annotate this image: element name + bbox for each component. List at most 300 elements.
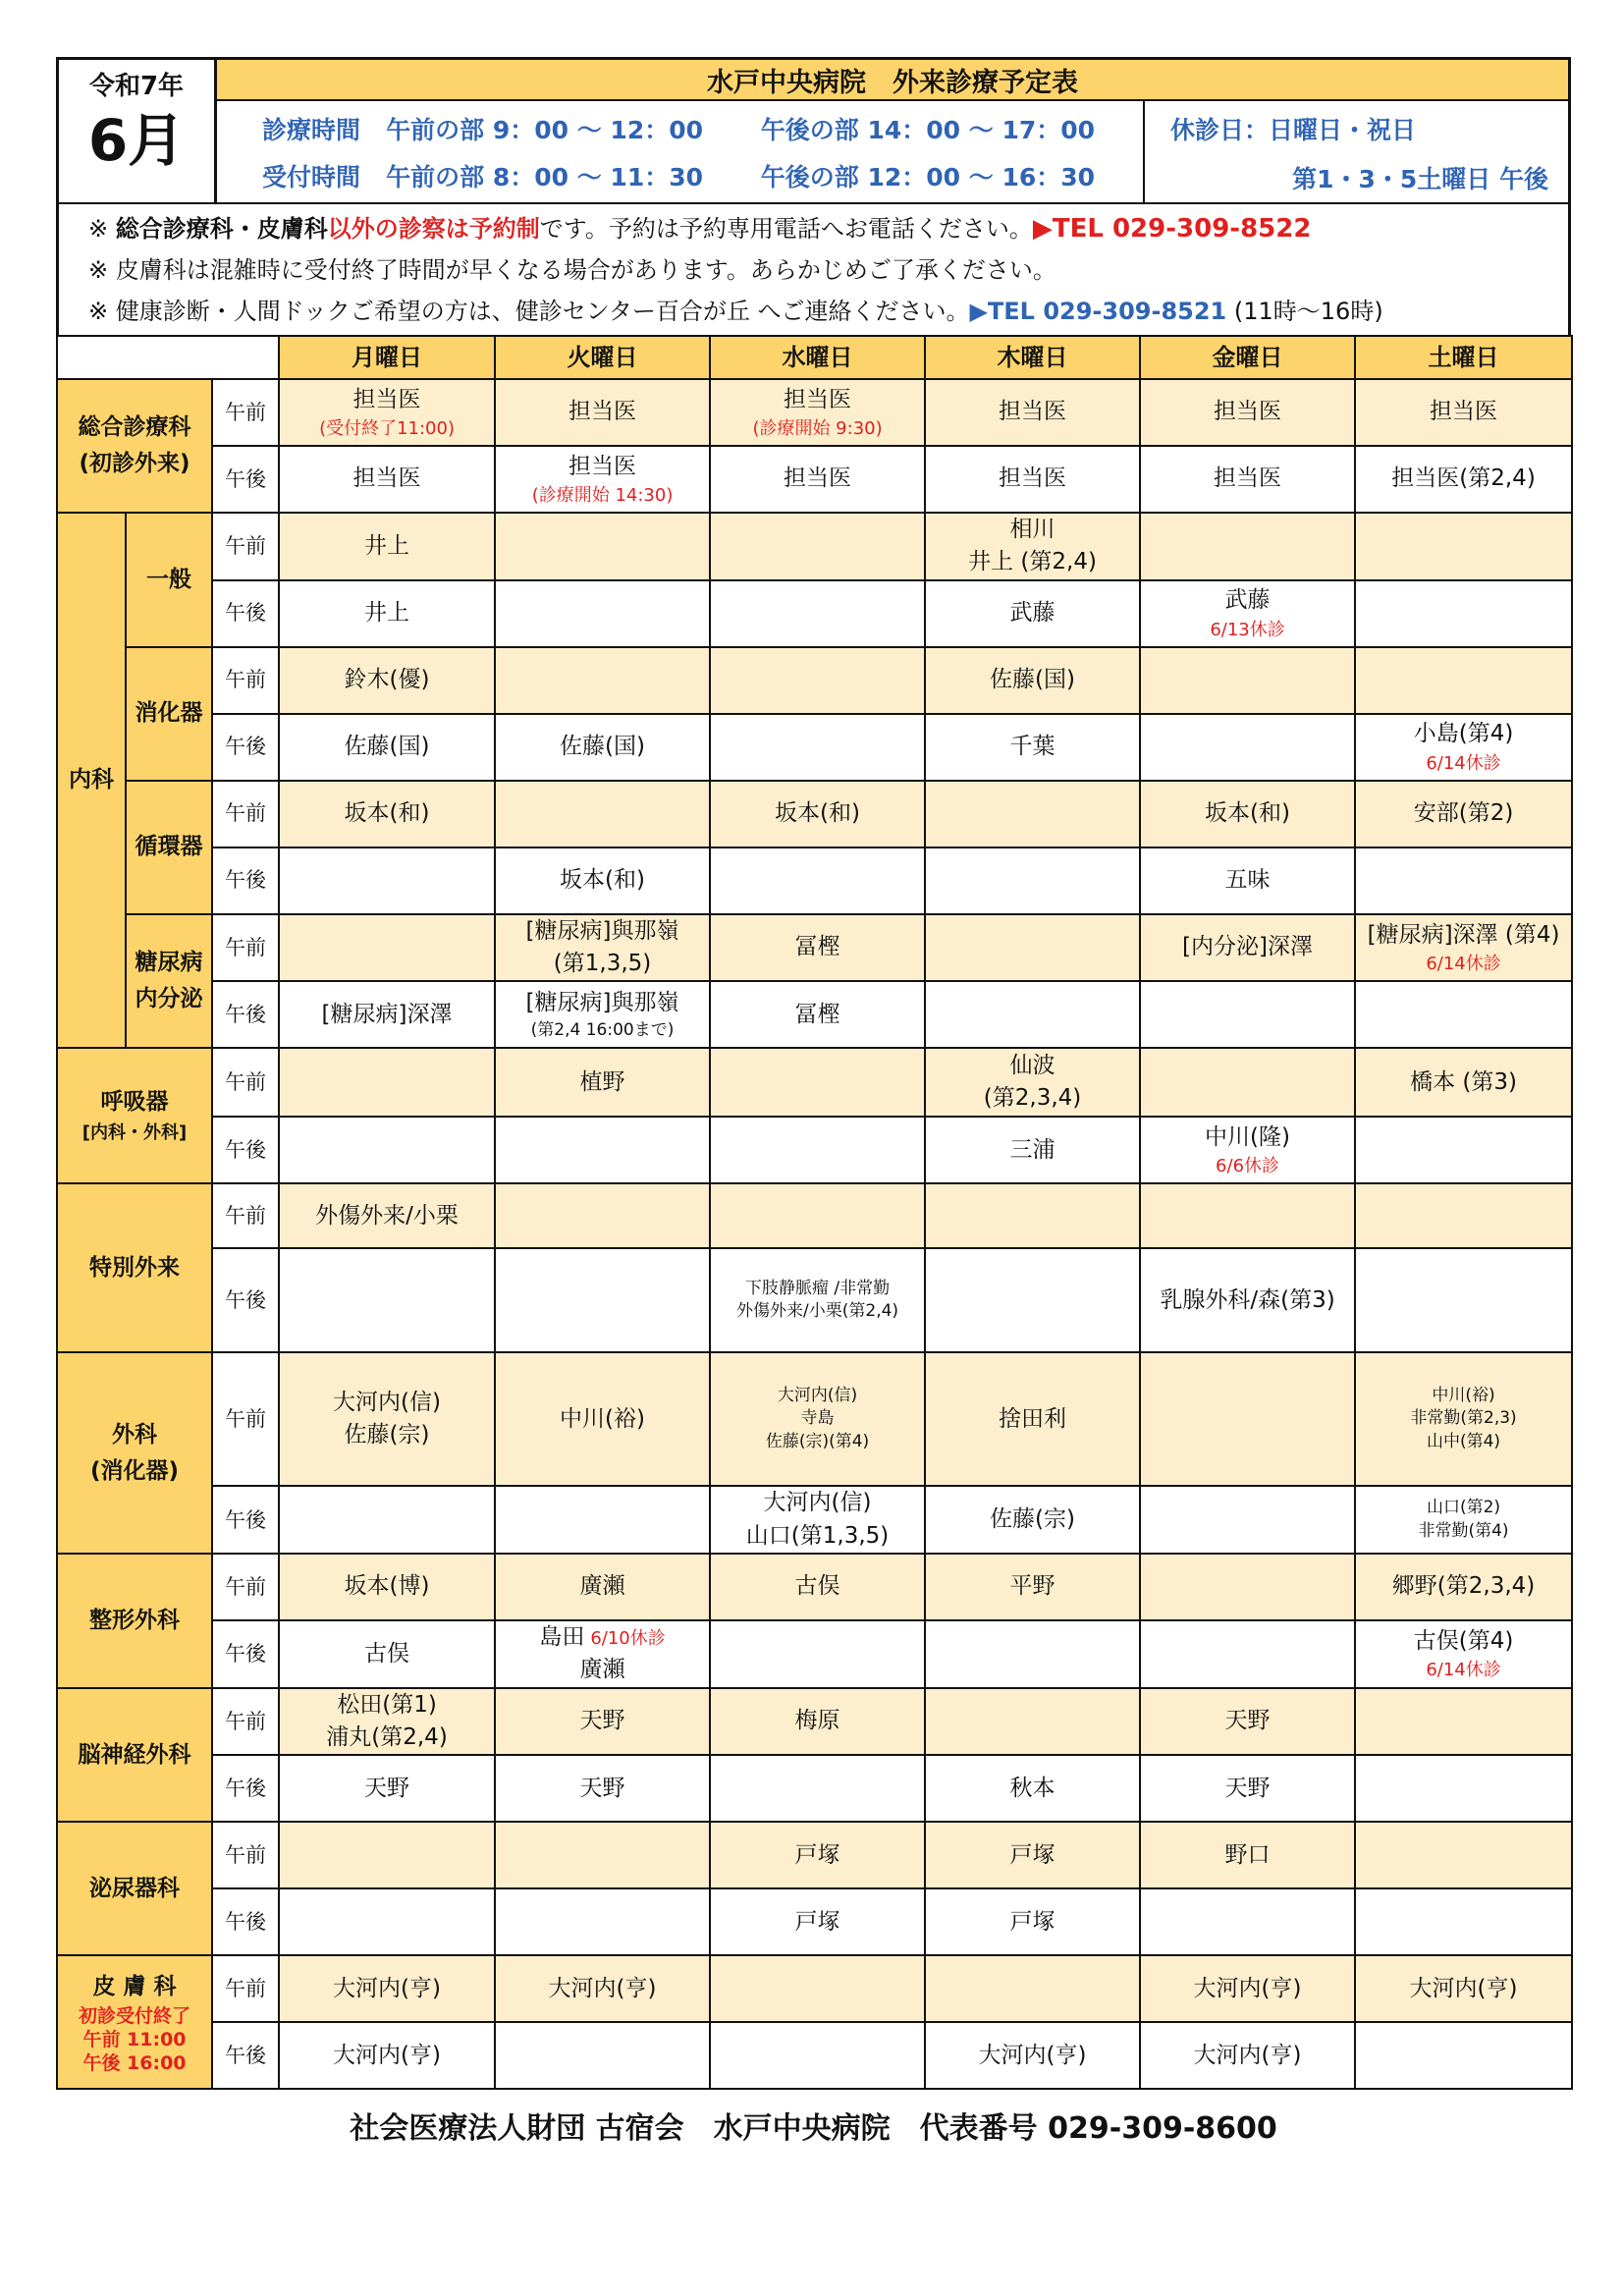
schedule-cell (1355, 914, 1572, 982)
schedule-cell (279, 1620, 495, 1688)
doctor-name: (第1,3,5) (553, 951, 652, 977)
session-am: 午前 (212, 1048, 279, 1117)
doctor-name: 天野 (1224, 1775, 1271, 1801)
doctor-name: 担当医 (1214, 465, 1282, 492)
row-respiratory-am (57, 1048, 1572, 1117)
doctor-line-small: (第2,4 16:00まで) (530, 1020, 675, 1041)
row-int-gastro-pm (57, 714, 1572, 781)
schedule-cell (1140, 1888, 1355, 1955)
doctor-line (280, 731, 494, 763)
schedule-cell (710, 847, 925, 914)
doctor-line (280, 463, 494, 495)
doctor-name: 大河内(亨) (1193, 1975, 1302, 2001)
doctor-line (711, 999, 924, 1031)
doctor-line (280, 1722, 494, 1754)
reservation-tel[interactable]: ▶TEL 029-309-8522 (1032, 214, 1312, 244)
dept-label-line: [内科・外科] (81, 1122, 188, 1144)
row-int-gastro-am (57, 647, 1572, 714)
closure-note: 6/14休診 (1426, 954, 1501, 975)
doctor-line (280, 999, 494, 1031)
session-pm: 午後 (212, 2022, 279, 2089)
schedule-cell (495, 714, 710, 781)
doctor-name: 鈴木(優) (344, 667, 430, 693)
closure-note: (受付終了11:00) (319, 418, 455, 440)
doctor-name: [糖尿病]與那嶺 (525, 917, 679, 944)
doctor-line (926, 731, 1139, 763)
doctor-line (1141, 1705, 1354, 1737)
closure-note: (診療開始 9:30) (752, 418, 883, 440)
schedule-cell (925, 647, 1140, 714)
schedule-cell (279, 1117, 495, 1183)
doctor-line (711, 797, 924, 830)
doctor-line (280, 597, 494, 629)
doctor-line-small: 外傷外来/小栗(第2,4) (736, 1301, 899, 1322)
doctor-line (711, 384, 924, 416)
schedule-cell (1140, 847, 1355, 914)
schedule-cell (1140, 2022, 1355, 2089)
dept-surgery (57, 1352, 212, 1554)
row-neuro-am (57, 1688, 1572, 1756)
schedule-cell (495, 1822, 710, 1888)
row-int-general-pm (57, 580, 1572, 647)
doctor-name: 担当医 (1214, 399, 1282, 425)
doctor-line (280, 1200, 494, 1232)
doctor-name: 井上 (364, 532, 410, 559)
doctor-name: 大河内(亨) (548, 1975, 657, 2001)
doctor-name: 井上 (第2,4) (968, 549, 1097, 575)
doctor-name: 戸塚 (1009, 1841, 1056, 1868)
day-header-row (57, 336, 1572, 379)
doctor-name: 武藤 (1009, 600, 1056, 627)
doctor-name: 坂本(和) (1205, 800, 1290, 827)
schedule-cell (710, 1888, 925, 1955)
doctor-line (280, 384, 494, 416)
schedule-cell (279, 1248, 495, 1352)
session-pm: 午後 (212, 847, 279, 914)
schedule-cell (1140, 513, 1355, 580)
session-am: 午前 (212, 1955, 279, 2022)
day-tue: 火曜日 (495, 336, 710, 379)
doctor-name: 天野 (579, 1775, 625, 1801)
schedule-cell (495, 580, 710, 647)
doctor-line (496, 731, 709, 763)
dept-label-line: (消化器) (89, 1457, 180, 1484)
dept-neuro (57, 1688, 212, 1823)
doctor-line (926, 1906, 1139, 1939)
dept-int-cardio: 循環器 (126, 781, 212, 914)
doctor-name: 冨樫 (794, 1001, 840, 1027)
doctor-name: [糖尿病]深澤 (321, 1001, 453, 1027)
doctor-line (1356, 463, 1571, 495)
doctor-line (1141, 864, 1354, 897)
doctor-line (496, 1403, 709, 1436)
note-red: 以外の診察は予約制 (327, 215, 540, 243)
schedule-cell (1355, 1554, 1572, 1620)
schedule-cell (925, 513, 1140, 580)
doctor-line-small: 中川(裕) (1432, 1385, 1495, 1405)
doctor-name: 戸塚 (1009, 1908, 1056, 1935)
doctor-line (1141, 1973, 1354, 2005)
schedule-cell (1140, 1755, 1355, 1822)
schedule-cell (495, 1755, 710, 1822)
doctor-line (926, 1050, 1139, 1082)
schedule-cell (710, 580, 925, 647)
notes (56, 202, 1571, 335)
schedule-cell (495, 981, 710, 1048)
doctor-name: [糖尿病]深澤 (第4) (1367, 921, 1560, 948)
doctor-line (280, 797, 494, 830)
doctor-line (1141, 797, 1354, 830)
row-int-cardio-am (57, 781, 1572, 847)
doctor-line (1141, 1285, 1354, 1317)
checkup-tel[interactable]: ▶TEL 029-309-8521 (969, 298, 1227, 325)
doctor-name: 古俣(第4) (1413, 1628, 1514, 1655)
session-pm: 午後 (212, 1486, 279, 1554)
session-am: 午前 (212, 647, 279, 714)
doctor-line (926, 1839, 1139, 1872)
schedule-cell (925, 2022, 1140, 2089)
schedule-cell (1355, 647, 1572, 714)
schedule-cell (1140, 1117, 1355, 1183)
header-body (217, 101, 1568, 202)
session-am: 午前 (212, 914, 279, 982)
session-pm: 午後 (212, 1248, 279, 1352)
dept-general (57, 379, 212, 513)
schedule-cell (710, 1048, 925, 1117)
schedule-cell (1355, 1755, 1572, 1822)
schedule-cell (1355, 446, 1572, 513)
schedule-cell (710, 1486, 925, 1554)
note-prefix: ※ (88, 215, 116, 243)
dept-label-line: 外科 (112, 1421, 157, 1448)
schedule-cell (925, 1888, 1140, 1955)
doctor-line (1356, 396, 1571, 428)
reception-hours-pm: 午後の部 12：00 ～ 16：30 (760, 163, 1096, 191)
schedule-cell (710, 2022, 925, 2089)
doctor-line (926, 1403, 1139, 1436)
doctor-name: 大河内(亨) (333, 1975, 441, 2001)
schedule-cell (710, 1183, 925, 1248)
doctor-name: 乳腺外科/森(第3) (1160, 1286, 1335, 1313)
closure-note: 6/14休診 (1426, 1660, 1501, 1681)
doctor-line (280, 530, 494, 563)
schedule-cell (279, 1755, 495, 1822)
schedule-cell (495, 379, 710, 446)
reception-hours-label: 受付時間 (262, 163, 361, 191)
doctor-name: 三浦 (1009, 1136, 1056, 1163)
schedule-cell (495, 1117, 710, 1183)
schedule-cell (1355, 1352, 1572, 1486)
schedule-cell (279, 647, 495, 714)
doctor-name: 担当医(第2,4) (1391, 465, 1536, 492)
session-am: 午前 (212, 1183, 279, 1248)
schedule-cell (1355, 1888, 1572, 1955)
schedule-cell (1140, 379, 1355, 446)
header-right (217, 60, 1568, 202)
doctor-name: 外傷外来/小栗 (315, 1202, 459, 1229)
schedule-cell (279, 1352, 495, 1486)
doctor-name: 島田 (539, 1624, 585, 1651)
dept-label-line: 泌尿器科 (89, 1876, 180, 1902)
schedule-cell (925, 1822, 1140, 1888)
schedule-sheet (56, 57, 1571, 2147)
schedule-cell (710, 1688, 925, 1756)
schedule-cell (495, 1352, 710, 1486)
schedule-cell (1355, 714, 1572, 781)
doctor-line (926, 664, 1139, 696)
era-box (59, 60, 217, 202)
derma-reception-note: 午後 16:00 (82, 2051, 187, 2074)
dept-int-gastro: 消化器 (126, 647, 212, 781)
schedule-cell (1140, 1688, 1355, 1756)
schedule-cell (495, 847, 710, 914)
doctor-line (1141, 463, 1354, 495)
schedule-cell (279, 1048, 495, 1117)
doctor-line (1141, 396, 1354, 428)
row-ortho-am (57, 1554, 1572, 1620)
doctor-name: 担当医 (568, 399, 637, 425)
dept-derma (57, 1955, 212, 2089)
day-sat: 土曜日 (1355, 336, 1572, 379)
doctor-line (1141, 1839, 1354, 1872)
doctor-line (496, 987, 709, 1019)
doctor-name: 野口 (1224, 1841, 1271, 1868)
schedule-cell (495, 2022, 710, 2089)
doctor-line (711, 1570, 924, 1603)
schedule-cell (1355, 580, 1572, 647)
doctor-name: [糖尿病]與那嶺 (525, 989, 679, 1015)
doctor-line (1141, 584, 1354, 617)
schedule-cell (1140, 1248, 1355, 1352)
session-pm: 午後 (212, 1620, 279, 1688)
doctor-line (496, 1570, 709, 1603)
schedule-cell (279, 1486, 495, 1554)
doctor-line (280, 1419, 494, 1451)
doctor-line (496, 915, 709, 948)
schedule-cell (1140, 714, 1355, 781)
schedule-cell (1355, 1183, 1572, 1248)
schedule-cell (710, 1955, 925, 2022)
doctor-name: 廣瀬 (579, 1573, 625, 1600)
doctor-name: 松田(第1) (337, 1691, 437, 1718)
doctor-line-small: 山中(第4) (1426, 1432, 1501, 1452)
doctor-name: 千葉 (1009, 734, 1056, 760)
header-blank (57, 336, 279, 379)
doctor-name: 仙波 (1009, 1053, 1056, 1079)
closure-note: 6/10休診 (590, 1628, 666, 1650)
doctor-line (926, 463, 1139, 495)
schedule-cell (925, 1554, 1140, 1620)
doctor-line (926, 1503, 1139, 1536)
doctor-name: 平野 (1009, 1573, 1056, 1600)
schedule-cell (279, 1955, 495, 2022)
schedule-cell (1355, 1955, 1572, 2022)
doctor-name: 安部(第2) (1413, 800, 1514, 827)
schedule-cell (925, 1688, 1140, 1756)
hours-box (217, 101, 1145, 202)
doctor-name: 郷野(第2,3,4) (1391, 1573, 1536, 1600)
row-special-pm (57, 1248, 1572, 1352)
schedule-cell (1140, 1955, 1355, 2022)
doctor-line-small: 寺島 (800, 1408, 835, 1429)
doctor-name: 古俣 (364, 1640, 410, 1667)
schedule-cell (925, 781, 1140, 847)
day-fri: 金曜日 (1140, 336, 1355, 379)
schedule-cell (1355, 1688, 1572, 1756)
schedule-cell (925, 847, 1140, 914)
schedule-cell (710, 446, 925, 513)
doctor-name: 坂本(博) (344, 1573, 430, 1600)
footer: 社会医療法人財団 古宿会 水戸中央病院 代表番号 029-309-8600 (350, 2111, 1277, 2147)
dept-label-line: 皮 膚 科 (92, 1974, 177, 2000)
schedule-cell (925, 1183, 1140, 1248)
consult-hours-pm: 午後の部 14：00 ～ 17：00 (760, 116, 1096, 144)
schedule-cell (1355, 1117, 1572, 1183)
dept-int-general: 一般 (126, 513, 212, 647)
schedule-cell (710, 1822, 925, 1888)
doctor-line (711, 1906, 924, 1939)
closure-note: 6/6休診 (1216, 1156, 1280, 1177)
session-am: 午前 (212, 1688, 279, 1756)
closed-line-2: 第1・3・5土曜日 午後 (1292, 165, 1548, 193)
doctor-line (496, 1773, 709, 1805)
doctor-line (926, 2040, 1139, 2072)
derma-reception-note: 午前 11:00 (82, 2028, 187, 2050)
doctor-name: 佐藤(国) (344, 734, 430, 760)
doctor-name: 坂本(和) (560, 867, 645, 894)
doctor-name: 中川(裕) (560, 1405, 645, 1432)
doctor-line (711, 931, 924, 963)
dept-label-line: 特別外来 (89, 1254, 180, 1281)
schedule-cell (495, 513, 710, 580)
doctor-name: 植野 (579, 1068, 625, 1095)
schedule-cell (1140, 1183, 1355, 1248)
schedule-cell (925, 379, 1140, 446)
session-am: 午前 (212, 379, 279, 446)
schedule-cell (495, 1888, 710, 1955)
doctor-line (1356, 1570, 1571, 1603)
schedule-cell (1355, 2022, 1572, 2089)
schedule-cell (710, 1352, 925, 1486)
doctor-line (280, 1387, 494, 1419)
session-pm: 午後 (212, 714, 279, 781)
doctor-name: 担当医 (784, 386, 852, 412)
doctor-name: 廣瀬 (579, 1657, 625, 1683)
schedule-cell (710, 1620, 925, 1688)
closed-days (1145, 101, 1568, 202)
session-pm: 午後 (212, 1117, 279, 1183)
doctor-line (280, 1689, 494, 1722)
doctor-line (496, 451, 709, 483)
dept-special (57, 1183, 212, 1352)
schedule-cell (710, 647, 925, 714)
schedule-cell (925, 981, 1140, 1048)
schedule-cell (710, 714, 925, 781)
schedule-cell (1140, 1048, 1355, 1117)
schedule-cell (279, 379, 495, 446)
doctor-line (711, 1487, 924, 1519)
schedule-cell (279, 847, 495, 914)
schedule-cell (279, 914, 495, 982)
doctor-name: 大河内(亨) (1193, 2042, 1302, 2068)
schedule-cell (925, 446, 1140, 513)
schedule-cell (495, 914, 710, 982)
schedule-cell (925, 914, 1140, 982)
schedule-cell (1355, 513, 1572, 580)
dept-respiratory (57, 1048, 212, 1183)
schedule-cell (1140, 1822, 1355, 1888)
schedule-cell (279, 580, 495, 647)
schedule-cell (1355, 379, 1572, 446)
row-int-diabetes-pm (57, 981, 1572, 1048)
schedule-cell (1355, 847, 1572, 914)
schedule-cell (925, 1048, 1140, 1117)
schedule-cell (1140, 914, 1355, 982)
dept-urology (57, 1822, 212, 1955)
doctor-name: 坂本(和) (775, 800, 860, 827)
doctor-name: 相川 (1009, 517, 1056, 542)
session-pm: 午後 (212, 446, 279, 513)
consult-hours (262, 107, 1143, 154)
doctor-name: 冨樫 (794, 934, 840, 960)
doctor-line (926, 1773, 1139, 1805)
schedule-cell (495, 781, 710, 847)
schedule-cell (1355, 1620, 1572, 1688)
row-surgery-am (57, 1352, 1572, 1486)
doctor-name: 担当医 (999, 399, 1067, 425)
doctor-line (1356, 1973, 1571, 2005)
schedule-cell (1140, 446, 1355, 513)
doctor-line-small: 山口(第2) (1426, 1497, 1501, 1517)
doctor-name: 武藤 (1224, 587, 1271, 614)
dept-label-line: 脳神経外科 (78, 1741, 191, 1768)
doctor-line (926, 514, 1139, 546)
doctor-name: 担当医 (352, 465, 421, 492)
doctor-name: 坂本(和) (344, 800, 430, 827)
month: 6月 (87, 107, 186, 174)
doctor-line (1356, 1625, 1571, 1658)
row-general-am (57, 379, 1572, 446)
schedule-cell (1140, 1352, 1355, 1486)
schedule-cell (279, 513, 495, 580)
session-pm: 午後 (212, 580, 279, 647)
dept-label-line: 内分泌 (135, 986, 203, 1012)
doctor-line (496, 864, 709, 897)
doctor-line (926, 1082, 1139, 1115)
schedule-cell (1140, 647, 1355, 714)
schedule-cell (279, 1688, 495, 1756)
schedule-cell (1355, 1248, 1572, 1352)
day-thu: 木曜日 (925, 336, 1140, 379)
schedule-cell (279, 714, 495, 781)
doctor-name: 佐藤(宗) (344, 1422, 430, 1449)
schedule-cell (495, 1048, 710, 1117)
doctor-name: 浦丸(第2,4) (326, 1724, 448, 1751)
schedule-cell (925, 580, 1140, 647)
doctor-line (1356, 1066, 1571, 1099)
doctor-line-small: 非常勤(第2,3) (1410, 1408, 1517, 1429)
dept-label-line: 呼吸器 (100, 1088, 169, 1115)
doctor-line (496, 1066, 709, 1099)
doctor-name: 五味 (1224, 867, 1271, 894)
schedule-cell (495, 1486, 710, 1554)
day-wed: 水曜日 (710, 336, 925, 379)
doctor-line (1141, 931, 1354, 963)
doctor-name: 小島(第4) (1413, 721, 1514, 747)
schedule-cell (1355, 1048, 1572, 1117)
doctor-line (711, 1520, 924, 1553)
note-checkup-text: ※ 健康診断・人間ドックご希望の方は、健診センター百合が丘 へご連絡ください。 (88, 298, 970, 325)
